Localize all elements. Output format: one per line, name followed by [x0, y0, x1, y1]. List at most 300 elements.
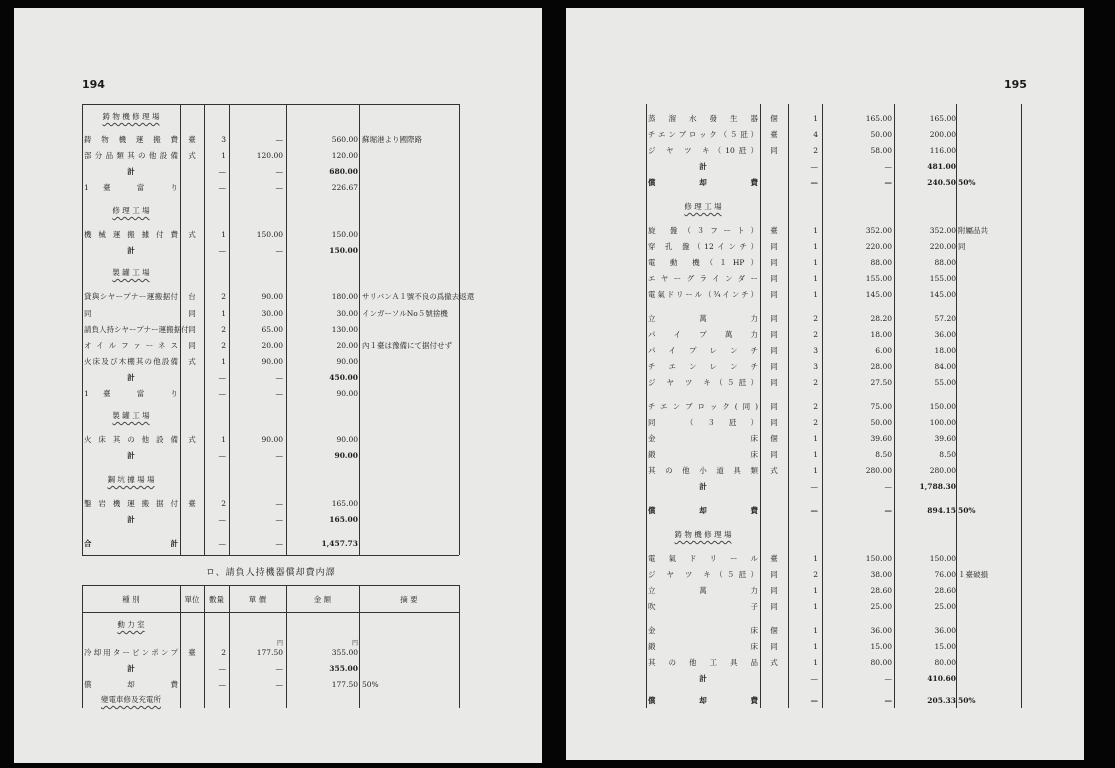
row-label: 計	[127, 167, 135, 176]
table-row	[566, 256, 1084, 269]
unit: 同	[188, 325, 196, 334]
item-name: ジ ヤ ツ キ（５瓩）	[648, 378, 758, 387]
amount: 145.00	[929, 290, 956, 299]
table-row	[566, 656, 1084, 669]
unit-price: —	[275, 499, 283, 508]
amount: 205.33	[927, 696, 956, 705]
item-name: 金 床	[648, 434, 758, 443]
section-title: 鋳 物 機 修 理 場	[102, 112, 160, 121]
note: 內１臺は豫備にて据付せず	[362, 341, 452, 350]
unit: 式	[770, 658, 778, 667]
currency-unit: 円	[276, 640, 283, 647]
unit-price: 50.00	[870, 130, 892, 139]
unit-price: —	[884, 506, 892, 515]
table-row	[14, 228, 542, 241]
unit: 同	[770, 418, 778, 427]
quantity: 1	[813, 586, 818, 595]
unit-price: —	[275, 515, 283, 524]
table-row	[14, 149, 542, 162]
amount: 88.00	[934, 258, 956, 267]
unit-price: —	[275, 680, 283, 689]
table-row	[566, 400, 1084, 413]
unit: 式	[770, 466, 778, 475]
table-row	[14, 323, 542, 336]
note: １臺破損	[958, 570, 988, 579]
table-row	[14, 181, 542, 194]
column-header: 金 額	[313, 595, 332, 604]
row-label: 計	[127, 373, 135, 382]
section-title: 動 力 室	[117, 620, 145, 629]
note: 50%	[958, 696, 976, 705]
unit: 臺	[770, 130, 778, 139]
unit-price: 15.00	[870, 642, 892, 651]
note: サリバンＡ１號不良の爲撤去返還	[362, 292, 475, 301]
table-row	[566, 112, 1084, 125]
unit-price: 90.00	[261, 435, 283, 444]
unit-price: —	[275, 135, 283, 144]
quantity: 1	[221, 151, 226, 160]
section-heading	[14, 473, 542, 486]
unit: 同	[770, 570, 778, 579]
unit-price: 90.00	[261, 292, 283, 301]
item-name: 金 床	[648, 626, 758, 635]
unit-price: —	[275, 664, 283, 673]
quantity: 2	[221, 292, 226, 301]
table-row	[566, 288, 1084, 301]
table-row	[566, 344, 1084, 357]
quantity: —	[810, 178, 818, 187]
table-row	[14, 355, 542, 368]
quantity: 1	[813, 554, 818, 563]
unit-price: 220.00	[865, 242, 892, 251]
unit-price: 28.60	[870, 586, 892, 595]
table-row	[566, 240, 1084, 253]
unit: 同	[770, 258, 778, 267]
unit-price: 280.00	[865, 466, 892, 475]
quantity: —	[218, 664, 226, 673]
unit-price: 75.00	[870, 402, 892, 411]
amount: 450.00	[329, 373, 358, 382]
section-heading	[566, 200, 1084, 213]
unit-price: 25.00	[870, 602, 892, 611]
unit-price: —	[884, 696, 892, 705]
note: 50%	[958, 178, 976, 187]
unit-price: 36.00	[870, 626, 892, 635]
table-row	[566, 584, 1084, 597]
unit-price: 80.00	[870, 658, 892, 667]
unit-price: 65.00	[261, 325, 283, 334]
row-label: 計	[127, 664, 135, 673]
amount: 155.00	[929, 274, 956, 283]
item-name: 部分品類其の他設備	[84, 151, 178, 160]
quantity: 1	[813, 274, 818, 283]
quantity: 1	[813, 226, 818, 235]
currency-unit: 円	[351, 640, 358, 647]
section-heading	[14, 204, 542, 217]
page-number: 195	[1004, 78, 1027, 91]
unit-price: 150.00	[865, 554, 892, 563]
subtotal-row	[14, 165, 542, 178]
amount: 120.00	[331, 151, 358, 160]
quantity: —	[218, 246, 226, 255]
row-label: 計	[127, 246, 135, 255]
amount: 90.00	[336, 389, 358, 398]
amount: 165.00	[331, 499, 358, 508]
right-page	[566, 8, 1084, 760]
column-header: 摘 要	[400, 595, 418, 604]
subtotal-row	[14, 662, 542, 675]
unit-price: —	[275, 167, 283, 176]
amount: 80.00	[934, 658, 956, 667]
quantity: —	[810, 506, 818, 515]
section-heading	[14, 110, 542, 123]
item-name: 償 却 費	[84, 680, 178, 689]
quantity: 2	[221, 648, 226, 657]
item-name: 火床其の他設備	[84, 435, 178, 444]
unit-price: 20.00	[261, 341, 283, 350]
unit: 臺	[188, 648, 196, 657]
unit-price: 90.00	[261, 357, 283, 366]
quantity: 2	[813, 330, 818, 339]
amount: 116.00	[929, 146, 956, 155]
item-name: 償 却 費	[648, 506, 758, 515]
unit: 台	[188, 292, 196, 301]
amount: 410.60	[927, 674, 956, 683]
item-name: チ エ ン レ ン チ	[648, 362, 758, 371]
table-row	[566, 464, 1084, 477]
quantity: 1	[813, 290, 818, 299]
quantity: —	[810, 696, 818, 705]
amount: 57.20	[934, 314, 956, 323]
quantity: 2	[221, 499, 226, 508]
unit: 同	[770, 290, 778, 299]
unit: 個	[770, 434, 778, 443]
unit: 同	[770, 586, 778, 595]
amount: 130.00	[331, 325, 358, 334]
item-name: 其 の 他 工 具 品	[648, 658, 758, 667]
amount: 481.00	[927, 162, 956, 171]
unit: 個	[770, 626, 778, 635]
unit-price: 145.00	[865, 290, 892, 299]
row-label: 計	[699, 162, 707, 171]
amount: 25.00	[934, 602, 956, 611]
section-title: 製 罐 工 場	[112, 411, 150, 420]
amount: 20.00	[336, 341, 358, 350]
table-row	[566, 312, 1084, 325]
table-row	[14, 133, 542, 146]
quantity: 2	[221, 341, 226, 350]
unit-price: —	[275, 539, 283, 548]
item-name: 其 の 他 小 道 具 類	[648, 466, 758, 475]
quantity: 1	[221, 309, 226, 318]
unit-price: 28.00	[870, 362, 892, 371]
amount: 90.00	[336, 357, 358, 366]
column-header: 種 別	[122, 595, 140, 604]
quantity: 4	[813, 130, 818, 139]
table-row	[14, 497, 542, 510]
quantity: 1	[813, 450, 818, 459]
quantity: —	[218, 515, 226, 524]
section-heading	[14, 618, 542, 631]
unit: 臺	[770, 554, 778, 563]
quantity: 2	[221, 325, 226, 334]
quantity: 3	[813, 362, 818, 371]
table-row	[14, 678, 542, 691]
page-number: 194	[82, 78, 105, 91]
amount: 150.00	[929, 402, 956, 411]
quantity: 2	[813, 402, 818, 411]
table-row	[566, 272, 1084, 285]
item-name: 旋 盤（３フート）	[648, 226, 758, 235]
item-name: 立 萬 力	[648, 314, 758, 323]
item-name: 償 却 費	[648, 178, 758, 187]
unit: 同	[770, 642, 778, 651]
amount: 76.00	[934, 570, 956, 579]
amount: 355.00	[331, 648, 358, 657]
unit-price: 28.20	[870, 314, 892, 323]
quantity: 1	[813, 258, 818, 267]
unit: 式	[188, 435, 196, 444]
item-name: 火床及び木棚其の他設備	[84, 357, 178, 366]
subtotal-row	[14, 371, 542, 384]
item-name: チエンブロック（５瓩）	[648, 130, 758, 139]
table-row	[566, 432, 1084, 445]
subtotal-row	[566, 480, 1084, 493]
unit-price: 120.00	[256, 151, 283, 160]
unit: 臺	[188, 499, 196, 508]
unit-price: 165.00	[865, 114, 892, 123]
note: 50%	[362, 680, 379, 689]
amount: 15.00	[934, 642, 956, 651]
quantity: —	[218, 183, 226, 192]
table-row	[14, 387, 542, 400]
unit-price: 39.60	[870, 434, 892, 443]
table-row	[566, 144, 1084, 157]
item-name: ジ ヤ ツ キ（10瓩）	[648, 146, 758, 155]
unit-price: 150.00	[256, 230, 283, 239]
amount: 680.00	[329, 167, 358, 176]
item-name: 蒸 溜 水 發 生 器	[648, 114, 758, 123]
item-name: 鋳物機運搬費	[84, 135, 178, 144]
table-row	[566, 416, 1084, 429]
amount: 894.15	[927, 506, 956, 515]
amount: 100.00	[929, 418, 956, 427]
unit-price: —	[884, 674, 892, 683]
item-name: 電氣ドリール（¾インチ）	[648, 290, 758, 299]
item-name: 電 氣 ド リ ー ル	[648, 554, 758, 563]
note: 蘇堀港より國際路	[362, 135, 422, 144]
table-row	[566, 600, 1084, 613]
note: 同	[958, 242, 966, 251]
item-name: 穿 孔 盤（12インチ）	[648, 242, 758, 251]
amount: 90.00	[336, 435, 358, 444]
subtotal-row	[566, 672, 1084, 685]
item-name: 請負人持シヤープナー運搬据付	[84, 325, 189, 334]
amount: 560.00	[331, 135, 358, 144]
amount: 180.00	[331, 292, 358, 301]
table-row	[14, 640, 542, 659]
unit: 式	[188, 230, 196, 239]
left-page	[14, 8, 542, 763]
section-title: 修 理 工 場	[112, 206, 150, 215]
unit: 同	[770, 362, 778, 371]
amount: 280.00	[929, 466, 956, 475]
unit-price: 38.00	[870, 570, 892, 579]
amount: 226.67	[331, 183, 358, 192]
item-name: 鍛 床	[648, 642, 758, 651]
amount: 352.00	[929, 226, 956, 235]
amount: 8.50	[939, 450, 956, 459]
unit: 同	[770, 330, 778, 339]
quantity: 1	[813, 242, 818, 251]
unit-price: —	[884, 482, 892, 491]
amount: 355.00	[329, 664, 358, 673]
amount: 200.00	[929, 130, 956, 139]
row-label: 計	[127, 451, 135, 460]
table-row	[566, 640, 1084, 653]
section-title: 修 理 工 場	[684, 202, 722, 211]
amount: 177.50	[331, 680, 358, 689]
amount: 1,788.30	[919, 482, 956, 491]
quantity: —	[810, 162, 818, 171]
item-name: 償 却 費	[648, 696, 758, 705]
unit: 同	[770, 602, 778, 611]
item-name: チエンブロック(同)	[648, 402, 758, 411]
unit-price: —	[884, 162, 892, 171]
table-row	[566, 448, 1084, 461]
item-name: 鑿岩機運搬据付	[84, 499, 178, 508]
item-name: 機械運搬據付費	[84, 230, 178, 239]
unit: 臺	[188, 135, 196, 144]
table-row	[566, 624, 1084, 637]
quantity: 2	[813, 570, 818, 579]
amount: 150.00	[329, 246, 358, 255]
quantity: 2	[813, 378, 818, 387]
unit: 同	[188, 341, 196, 350]
quantity: 1	[813, 626, 818, 635]
amount: 150.00	[929, 554, 956, 563]
amount: 220.00	[929, 242, 956, 251]
quantity: —	[218, 167, 226, 176]
unit-price: 177.50	[256, 648, 283, 657]
item-name: ジ ヤ ツ キ（５瓩）	[648, 570, 758, 579]
quantity: 1	[813, 658, 818, 667]
item-name: 1 臺 當 り	[84, 389, 178, 398]
item-name: 吹 子	[648, 602, 758, 611]
note: インガーソルNo５號捨機	[362, 309, 448, 318]
table-row	[566, 376, 1084, 389]
unit-price: —	[275, 451, 283, 460]
amount: 165.00	[929, 114, 956, 123]
table-row	[566, 504, 1084, 517]
quantity: 3	[813, 346, 818, 355]
quantity: —	[218, 680, 226, 689]
unit-price: 30.00	[261, 309, 283, 318]
column-header: 單 價	[248, 595, 267, 604]
unit: 同	[770, 314, 778, 323]
unit: 同	[770, 378, 778, 387]
quantity: 1	[813, 114, 818, 123]
row-rule	[82, 555, 459, 556]
row-label: 合 計	[84, 539, 178, 548]
table-row	[566, 128, 1084, 141]
note: 50%	[958, 506, 976, 515]
unit-price: 50.00	[870, 418, 892, 427]
unit-price: 27.50	[870, 378, 892, 387]
table-row	[566, 694, 1084, 707]
quantity: 2	[813, 314, 818, 323]
amount: 165.00	[329, 515, 358, 524]
note: 附屬品共	[958, 226, 988, 235]
unit-price: 88.00	[870, 258, 892, 267]
quantity: —	[218, 539, 226, 548]
quantity: 1	[813, 602, 818, 611]
amount: 39.60	[934, 434, 956, 443]
unit: 同	[770, 450, 778, 459]
unit: 同	[188, 309, 196, 318]
table-row	[566, 360, 1084, 373]
section-title: 製 罐 工 場	[112, 268, 150, 277]
unit: 同	[770, 402, 778, 411]
table-row	[14, 307, 542, 320]
unit-price: 6.00	[875, 346, 892, 355]
row-label: 計	[699, 674, 707, 683]
table-row	[566, 552, 1084, 565]
item-name: エヤーグラインダー	[648, 274, 758, 283]
unit-price: —	[884, 178, 892, 187]
section-heading	[14, 266, 542, 279]
section-title: 變電車修及充電所	[101, 695, 161, 704]
quantity: —	[218, 373, 226, 382]
item-name: 同 （３瓩）	[648, 418, 758, 427]
amount: 30.00	[336, 309, 358, 318]
amount: 150.00	[331, 230, 358, 239]
row-rule	[82, 104, 459, 105]
quantity: 1	[221, 357, 226, 366]
section-heading	[14, 693, 542, 706]
item-name: 貸與シヤープナー運搬据付	[84, 292, 178, 301]
subtotal-row	[14, 513, 542, 526]
unit-price: 352.00	[865, 226, 892, 235]
subtotal-row	[566, 160, 1084, 173]
quantity: —	[810, 482, 818, 491]
row-rule	[82, 612, 459, 613]
quantity: 3	[221, 135, 226, 144]
unit-price: 155.00	[865, 274, 892, 283]
row-label: 計	[699, 482, 707, 491]
quantity: 1	[221, 435, 226, 444]
unit: 臺	[770, 226, 778, 235]
quantity: 1	[813, 466, 818, 475]
table-row	[14, 290, 542, 303]
quantity: 1	[813, 642, 818, 651]
section-title: 鋳 物 機 修 理 場	[674, 530, 732, 539]
unit: 同	[770, 274, 778, 283]
quantity: 2	[813, 146, 818, 155]
amount: 28.60	[934, 586, 956, 595]
quantity: —	[218, 451, 226, 460]
item-name: 電 動 機（１HP）	[648, 258, 758, 267]
amount: 84.00	[934, 362, 956, 371]
unit: 個	[770, 114, 778, 123]
unit-price: 8.50	[875, 450, 892, 459]
unit: 式	[188, 357, 196, 366]
unit: 同	[770, 242, 778, 251]
table-row	[566, 224, 1084, 237]
table-row	[566, 176, 1084, 189]
item-name: パ イ プ レ ン チ	[648, 346, 758, 355]
item-name: 立 萬 力	[648, 586, 758, 595]
